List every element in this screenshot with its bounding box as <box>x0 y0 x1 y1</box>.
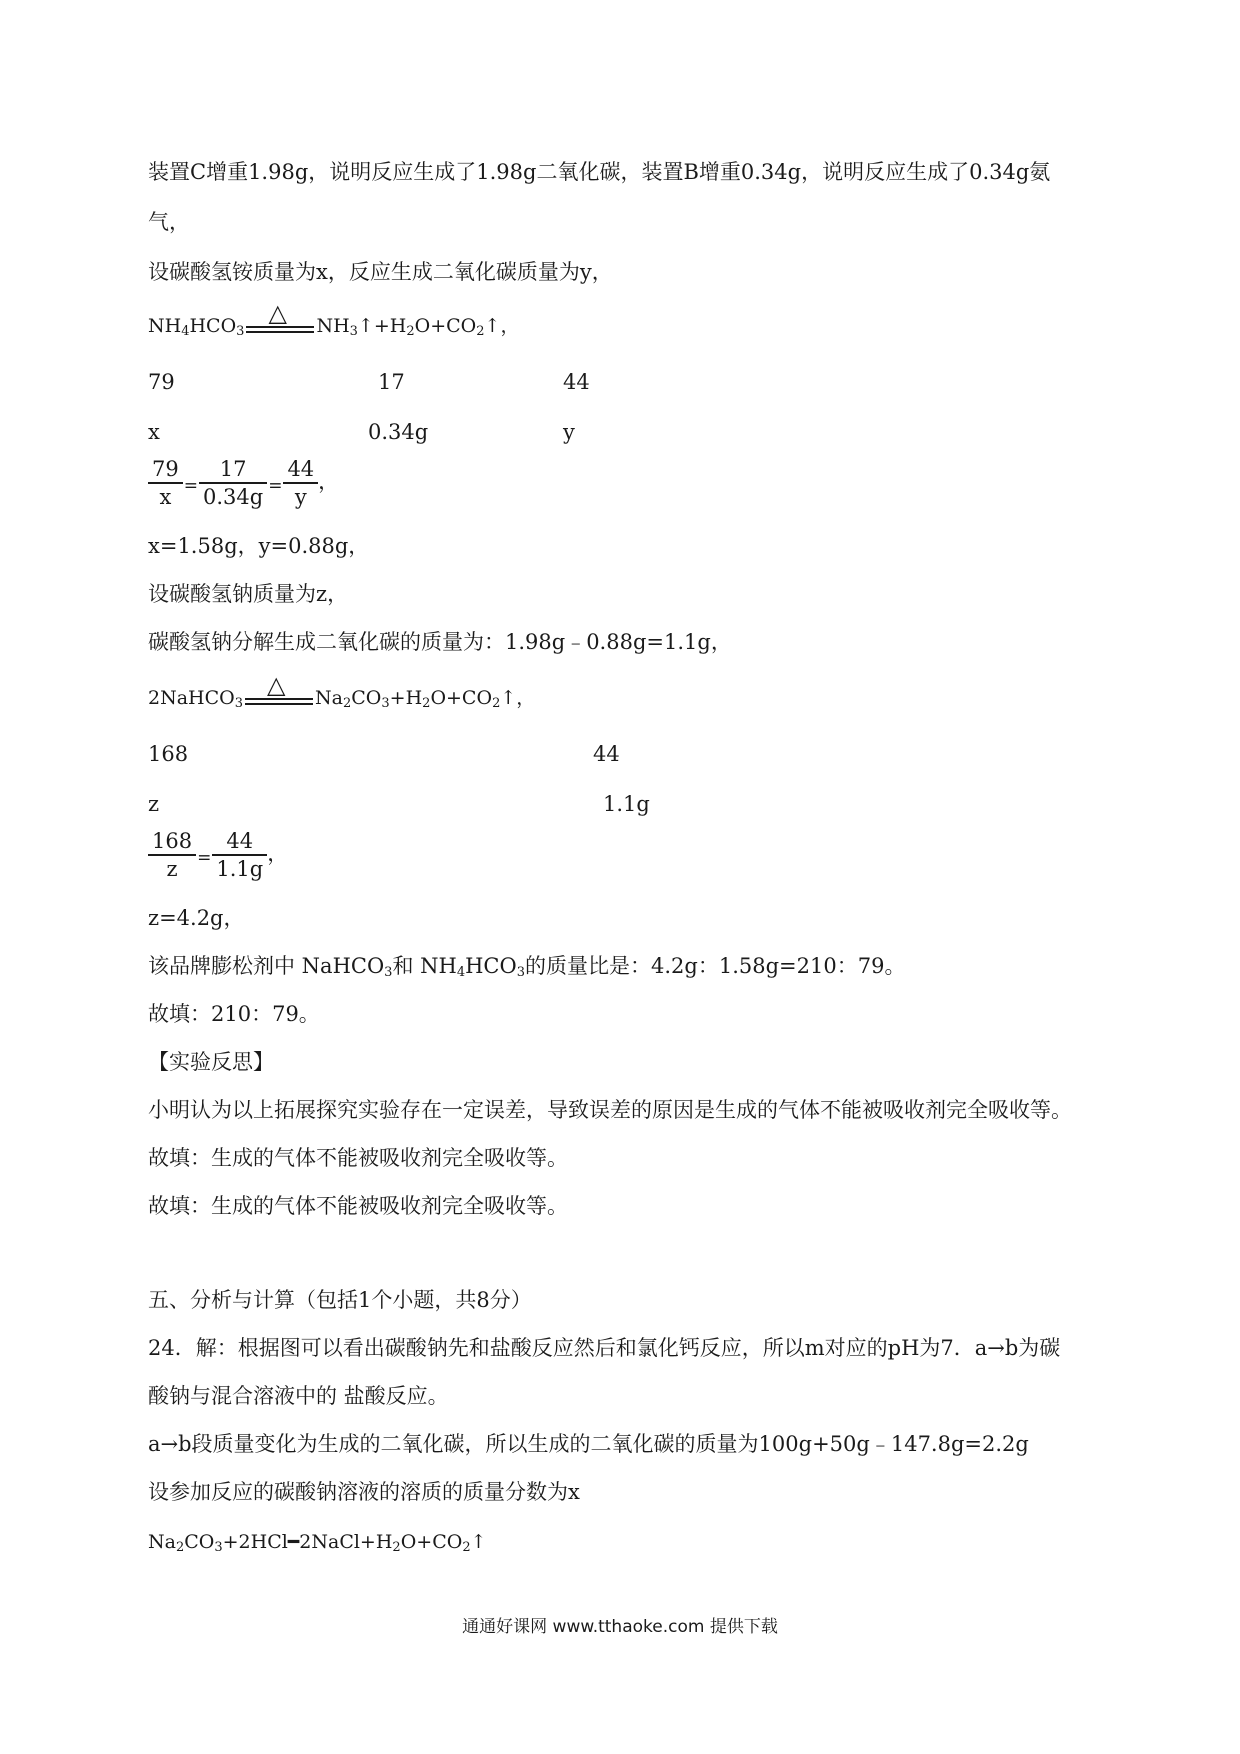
text-line: 设碳酸氢铵质量为x，反应生成二氧化碳质量为y， <box>148 260 613 284</box>
denominator: z <box>166 857 178 881</box>
fraction <box>199 456 267 510</box>
chemical-equation-3 <box>148 1528 487 1562</box>
denominator: 0.34g <box>202 485 264 509</box>
formula-text: ↑， <box>484 315 520 337</box>
text-line: 故填：210：79。 <box>148 1002 320 1026</box>
formula-text: HCO <box>465 954 517 978</box>
punctuation: ， <box>318 469 340 494</box>
text-line: 气， <box>148 210 190 234</box>
text-line: x=1.58g，y=0.88g， <box>148 534 370 558</box>
equals-sign: = <box>197 848 212 868</box>
unknown-mass: 0.34g <box>368 420 429 444</box>
section-heading: 五、分析与计算（包括1个小题，共8分） <box>148 1288 532 1312</box>
subscript: 2 <box>476 324 485 339</box>
denominator: 1.1g <box>216 857 264 881</box>
equal-bar <box>246 331 314 333</box>
molar-mass: 168 <box>148 742 189 766</box>
subscript: 3 <box>234 696 244 711</box>
text-line: 小明认为以上拓展探究实验存在一定误差，导致误差的原因是生成的气体不能被吸收剂完全吸收等。 <box>148 1098 1072 1122</box>
heat-symbol: △ <box>268 299 287 327</box>
formula-text: +2HCl━2NaCl+H <box>222 1531 393 1553</box>
text-line: 设碳酸氢钠质量为z， <box>148 582 349 606</box>
subscript: 4 <box>181 324 190 339</box>
text-line: 碳酸氢钠分解生成二氧化碳的质量为：1.98g﹣0.88g=1.1g， <box>148 630 732 654</box>
equal-bar <box>246 326 314 328</box>
numerator: 168 <box>148 828 196 856</box>
molar-mass: 79 <box>148 370 175 394</box>
chemical-equation-1 <box>148 299 520 346</box>
equals-sign: = <box>268 476 283 496</box>
unknown-mass: 1.1g <box>603 792 650 816</box>
unknown-mass: z <box>148 792 160 816</box>
text-line: 设参加反应的碳酸钠溶液的溶质的质量分数为x <box>148 1480 580 1504</box>
formula-text: 2NaHCO <box>148 687 235 709</box>
subscript: 2 <box>392 1540 401 1555</box>
chemical-equation-2 <box>148 671 536 718</box>
formula-text: +H <box>389 687 423 709</box>
text-line: z=4.2g， <box>148 906 245 930</box>
formula-text: O+CO <box>400 1531 463 1553</box>
formula-text: 的质量比是：4.2g：1.58g=210：79。 <box>525 954 906 978</box>
formula-text: Na <box>148 1531 176 1553</box>
fraction <box>283 456 318 510</box>
fraction <box>212 828 267 882</box>
formula-text: CO <box>351 687 382 709</box>
heat-symbol: △ <box>267 671 286 699</box>
subscript: 3 <box>384 965 393 980</box>
formula-text: O+CO <box>430 687 493 709</box>
formula-text: HCO <box>189 315 237 337</box>
formula-text: CO <box>184 1531 215 1553</box>
formula-text: O+CO <box>414 315 477 337</box>
formula-text: ↑ <box>470 1531 487 1553</box>
section-heading: 【实验反思】 <box>148 1050 274 1074</box>
subscript: 3 <box>349 324 358 339</box>
proportion-equation-2 <box>148 828 288 882</box>
text-line: a→b段质量变化为生成的二氧化碳，所以生成的二氧化碳的质量为100g+50g﹣147.8g=2.2g <box>148 1432 1029 1456</box>
reaction-condition <box>245 671 313 713</box>
fraction <box>148 456 183 510</box>
subscript: 4 <box>456 965 466 980</box>
subscript: 3 <box>214 1540 223 1555</box>
molar-mass: 17 <box>378 370 405 394</box>
numerator: 79 <box>148 456 183 484</box>
reaction-condition <box>246 299 314 341</box>
punctuation: ， <box>267 841 289 866</box>
denominator: y <box>294 485 307 509</box>
text-line: 故填：生成的气体不能被吸收剂完全吸收等。 <box>148 1146 568 1170</box>
subscript: 2 <box>342 696 352 711</box>
subscript: 3 <box>236 324 245 339</box>
text-line <box>148 952 905 987</box>
equal-bar <box>245 703 313 705</box>
text-line: 故填：生成的气体不能被吸收剂完全吸收等。 <box>148 1194 568 1218</box>
molar-mass: 44 <box>593 742 620 766</box>
formula-text: Na <box>315 687 343 709</box>
formula-text: NH <box>316 315 350 337</box>
text-line: 装置C增重1.98g，说明反应生成了1.98g二氧化碳，装置B增重0.34g，说明反应生成了0.34g氨 <box>148 160 1051 184</box>
subscript: 3 <box>381 696 390 711</box>
molar-mass: 44 <box>563 370 590 394</box>
formula-text: NH <box>148 315 182 337</box>
unknown-mass: y <box>563 420 575 444</box>
subscript: 2 <box>492 696 501 711</box>
text-line: 24．解：根据图可以看出碳酸钠先和盐酸反应然后和氯化钙反应，所以m对应的pH为7．a→b为碳 <box>148 1336 1061 1360</box>
numerator: 17 <box>199 456 267 484</box>
numerator: 44 <box>283 456 318 484</box>
subscript: 2 <box>422 696 431 711</box>
subscript: 3 <box>516 965 525 980</box>
proportion-equation-1 <box>148 456 339 510</box>
formula-text: ↑， <box>500 687 536 709</box>
equals-sign: = <box>183 476 198 496</box>
numerator: 44 <box>212 828 267 856</box>
unknown-mass: x <box>148 420 160 444</box>
text-line: 酸钠与混合溶液中的 盐酸反应。 <box>148 1384 449 1408</box>
denominator: x <box>159 485 172 509</box>
formula-text: 和 NH <box>392 954 457 978</box>
subscript: 2 <box>175 1540 185 1555</box>
fraction <box>148 828 196 882</box>
subscript: 2 <box>406 324 415 339</box>
subscript: 2 <box>462 1540 471 1555</box>
page-footer: 通通好课网 www.tthaoke.com 提供下载 <box>462 1617 778 1637</box>
formula-text: 该品牌膨松剂中 NaHCO <box>148 954 385 978</box>
formula-text: ↑+H <box>357 315 407 337</box>
equal-bar <box>245 698 313 700</box>
